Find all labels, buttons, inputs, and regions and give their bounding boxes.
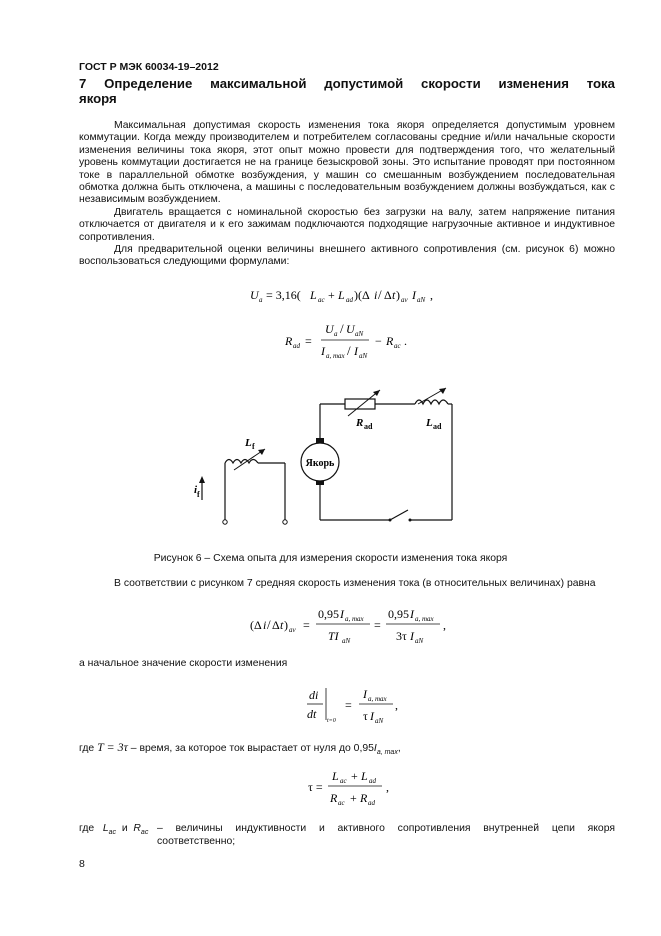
paragraph-6-block [79, 741, 615, 756]
formula-avg-rate [250, 604, 450, 648]
formula-ua [250, 283, 450, 307]
svg-text:/: / [340, 321, 344, 336]
intro-paragraphs [79, 120, 615, 269]
svg-text:,: , [395, 698, 398, 712]
svg-text:,: , [430, 288, 433, 302]
if-label: i [193, 484, 197, 496]
svg-text:/: / [378, 287, 382, 302]
paragraph-7 [79, 822, 615, 848]
p7-l: L [102, 823, 109, 834]
p6-i: I [373, 743, 377, 754]
svg-text:aN: aN [417, 296, 426, 304]
svg-text:aN: aN [355, 330, 364, 338]
svg-text:−: − [375, 334, 382, 348]
svg-text:R: R [386, 334, 394, 348]
svg-text:I: I [410, 607, 414, 621]
svg-text:ac: ac [340, 777, 347, 785]
svg-text:0,95: 0,95 [388, 607, 409, 621]
svg-text:ad: ad [368, 799, 375, 807]
svg-text:aN: aN [342, 637, 351, 645]
svg-text:/: / [267, 617, 271, 632]
svg-text:a, max: a, max [368, 695, 387, 703]
paragraph-5: а начальное значение скорости изменения [79, 658, 288, 669]
rad-sub: ad [364, 422, 373, 431]
svg-text:,: , [443, 618, 446, 632]
svg-text:ac: ac [318, 296, 325, 304]
svg-text:R: R [330, 791, 338, 805]
svg-text:+: + [351, 769, 358, 783]
armature-label: Якорь [305, 458, 335, 469]
svg-text:U: U [250, 288, 259, 302]
inductor-lf [225, 460, 258, 464]
svg-text:L: L [338, 288, 345, 302]
p7-and: и [121, 823, 128, 834]
resistor-rad [345, 399, 375, 409]
paragraph-1: Максимальная допустимая скорость изменения тока якоря определяется допустимым уровнем коммутации. Когда между производителем и потребителем согласованы средние и/или начальные скорости изменения величины тока якоря, этот опыт можно провести для подтверждения того, что желательный уровень коммутации достигается не на границе безыскровой зоны. Это испытание проводят при постоянном токе в параллельной обмотке возбуждения, у машин со смешанным возбуждением последовательная обмотка должна быть отключена, а машины с последовательным возбуждением должны возбуждаться, как с независимым возбуждением. [79, 120, 615, 206]
paragraph-3: Для предварительной оценки величины внешнего активного сопротивления (см. рисунок 6) можно воспользоваться следующими формулами: [79, 244, 615, 268]
svg-text:ad: ad [369, 777, 376, 785]
svg-text:ad: ad [346, 296, 353, 304]
paragraph-4: В соответствии с рисунком 7 средняя скорость изменения тока (в относительных величинах) равна [114, 578, 596, 589]
svg-text:R: R [360, 791, 368, 805]
page-number: 8 [79, 858, 85, 870]
svg-text:I: I [354, 344, 358, 358]
svg-text:3τ: 3τ [396, 629, 407, 643]
svg-text:TI: TI [328, 629, 339, 643]
section-title [79, 76, 615, 106]
p6-sub: a, max [376, 749, 398, 756]
switch [390, 510, 408, 520]
svg-text:U: U [325, 322, 334, 336]
svg-text:I: I [410, 629, 414, 643]
svg-text:=: = [305, 334, 312, 348]
formula-initial-rate [305, 684, 405, 728]
p7-text: – величины индуктивности и активного сопротивления внутренней цепи якоря соответственно; [157, 823, 615, 847]
p6-text: – время, за которое ток вырастает от нуля до 0,95 [127, 743, 374, 754]
svg-text:a, max: a, max [415, 615, 434, 623]
rad-label: R [356, 417, 364, 429]
svg-text:aN: aN [415, 637, 424, 645]
circuit-diagram [190, 380, 470, 530]
p6-prefix: где [79, 743, 95, 754]
svg-text:τ: τ [363, 709, 368, 723]
if-sub: f [197, 490, 200, 499]
svg-text:Δ: Δ [384, 288, 392, 302]
svg-text:di: di [309, 688, 319, 702]
svg-text:I: I [321, 344, 325, 358]
svg-text:i: i [263, 618, 267, 632]
svg-text:= 3,16(: = 3,16( [266, 288, 301, 302]
paragraph-2: Двигатель вращается с номинальной скоростью без загрузки на валу, затем напряжение питания отключается от двигателя и к его зажимам подключаются подходящие нагрузочные активное и индуктивное сопротивления. [79, 206, 615, 243]
lf-label: L [245, 437, 252, 449]
svg-text:L: L [310, 288, 317, 302]
svg-text:I: I [412, 288, 416, 302]
formula-rad [285, 318, 425, 362]
svg-text:dt: dt [307, 707, 317, 721]
svg-text:av: av [401, 296, 408, 304]
svg-text:τ =: τ = [308, 780, 323, 794]
paragraph-7-block [79, 822, 615, 848]
section-title-line2: якоря [79, 91, 117, 106]
formula-tau [308, 766, 398, 810]
paragraph-6 [79, 741, 615, 756]
svg-text:I: I [370, 709, 374, 723]
svg-text:a, max: a, max [326, 352, 345, 360]
svg-text:Δ: Δ [272, 618, 280, 632]
p7-symbols [79, 822, 151, 848]
svg-text:a: a [334, 330, 338, 338]
svg-text:t: t [280, 618, 284, 632]
svg-text:=: = [345, 698, 352, 712]
standard-header: ГОСТ Р МЭК 60034-19–2012 [79, 61, 219, 73]
svg-text:t=0: t=0 [327, 718, 336, 724]
svg-text:+: + [328, 288, 335, 302]
svg-text:): ) [284, 618, 288, 632]
section-title-line1: 7 Определение максимальной допустимой скорости изменения тока [79, 76, 615, 91]
svg-text:)(Δ: )(Δ [354, 288, 370, 302]
p6-end: , [397, 743, 401, 754]
svg-text:): ) [396, 288, 400, 302]
svg-text:L: L [361, 769, 368, 783]
svg-text:a, max: a, max [345, 615, 364, 623]
svg-text:ac: ac [394, 342, 401, 350]
p6-formula: T = 3τ [97, 740, 128, 754]
p7-r-sub: ac [140, 829, 149, 836]
svg-text:aN: aN [359, 352, 368, 360]
svg-text:=: = [374, 618, 381, 632]
p7-prefix: где [79, 823, 95, 834]
lf-sub: f [252, 442, 255, 451]
p7-r: R [133, 823, 141, 834]
svg-text:I: I [363, 687, 367, 701]
svg-text:i: i [374, 288, 378, 302]
svg-text:ad: ad [293, 342, 300, 350]
svg-text:av: av [289, 626, 296, 634]
svg-text:.: . [404, 334, 407, 348]
svg-text:=: = [303, 618, 310, 632]
svg-text:+: + [350, 791, 357, 805]
svg-text:U: U [346, 322, 355, 336]
svg-text:aN: aN [375, 717, 384, 725]
lad-sub: ad [433, 422, 442, 431]
svg-text:a: a [259, 296, 263, 304]
svg-text:ac: ac [338, 799, 345, 807]
svg-text:L: L [332, 769, 339, 783]
paragraph-5-block [79, 658, 615, 670]
paragraph-4-block [79, 578, 615, 590]
lad-label: L [426, 417, 433, 429]
svg-text:(Δ: (Δ [250, 618, 262, 632]
p7-l-sub: ac [108, 829, 117, 836]
svg-text:,: , [386, 780, 389, 794]
svg-text:I: I [340, 607, 344, 621]
svg-text:R: R [285, 334, 293, 348]
svg-text:0,95: 0,95 [318, 607, 339, 621]
svg-text:/: / [347, 343, 351, 358]
svg-text:t: t [392, 288, 396, 302]
figure-caption: Рисунок 6 – Схема опыта для измерения скорости изменения тока якоря [153, 553, 508, 564]
